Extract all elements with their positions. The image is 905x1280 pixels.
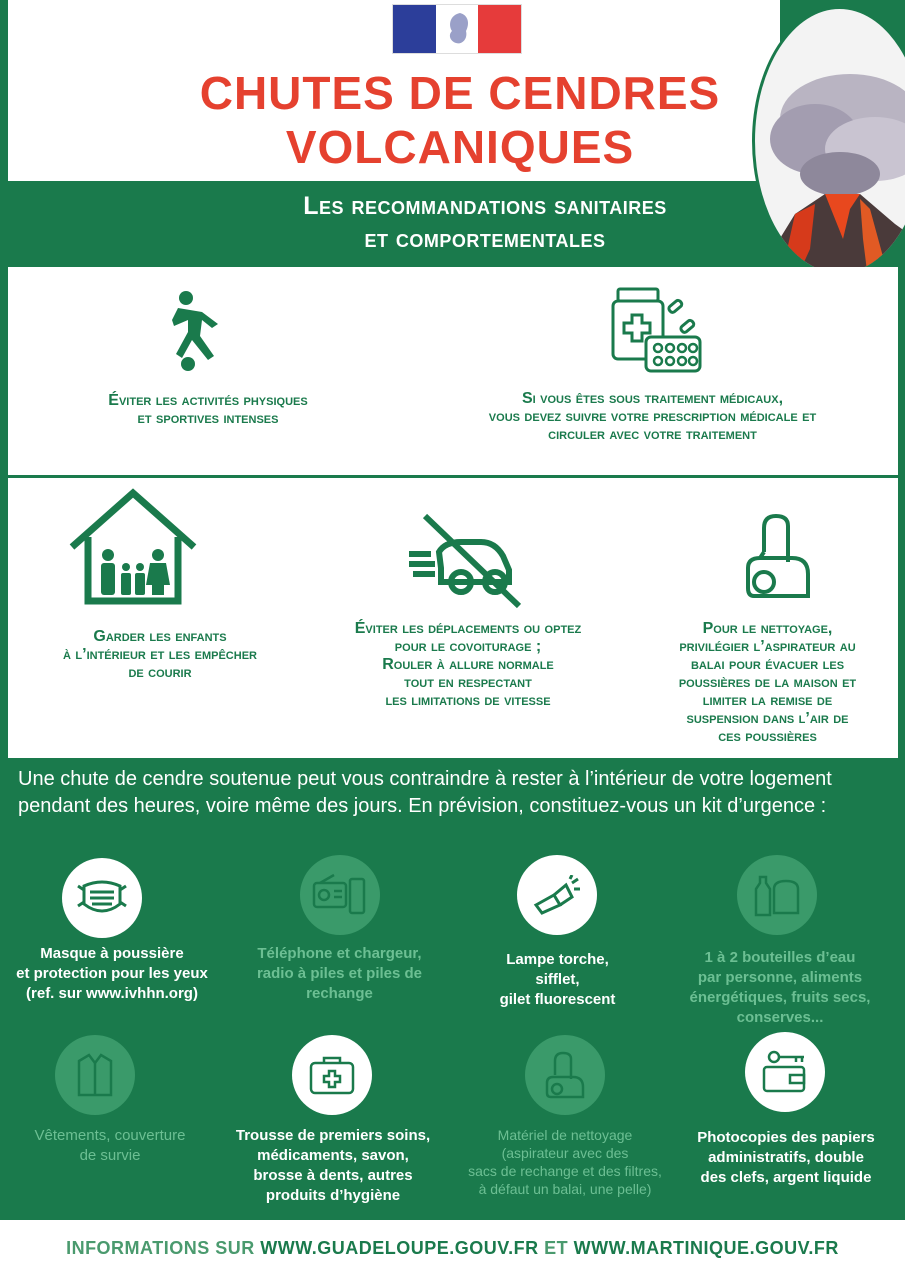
rec-line: poussières de la maison et bbox=[678, 674, 857, 691]
rec-line: Éviter les déplacements ou optez bbox=[354, 620, 582, 637]
kit-line: Photocopies des papiers bbox=[697, 1129, 875, 1146]
medication-icon bbox=[610, 285, 705, 377]
kit-line: produits d’hygiène bbox=[265, 1187, 401, 1204]
kit-clothes-text bbox=[10, 1126, 210, 1166]
kit-phone-circle bbox=[300, 855, 380, 935]
subtitle-line-1: Les recommandations sanitaires bbox=[303, 192, 667, 220]
footer-prefix: INFORMATIONS SUR bbox=[66, 1238, 261, 1258]
kit-line: 1 à 2 bouteilles d’eau bbox=[704, 949, 856, 966]
kit-cleaning-circle bbox=[525, 1035, 605, 1115]
rec-line: balai pour évacuer les bbox=[690, 656, 845, 673]
kit-flashlight-text bbox=[460, 950, 655, 1010]
rec-cleaning-text bbox=[640, 620, 895, 746]
rec-line: suspension dans l’air de bbox=[686, 710, 849, 727]
kit-line: Téléphone et chargeur, bbox=[257, 945, 422, 962]
rec-line: tout en respectant bbox=[404, 674, 532, 691]
rec-line: et sportives intenses bbox=[137, 410, 279, 427]
rec-line: Pour le nettoyage, bbox=[702, 620, 833, 637]
rec-line: les limitations de vitesse bbox=[385, 692, 551, 709]
kit-line: Vêtements, couverture bbox=[34, 1127, 186, 1144]
kit-mask-circle bbox=[62, 858, 142, 938]
no-car-icon bbox=[405, 512, 525, 610]
first-aid-kit-icon bbox=[308, 1055, 356, 1095]
kit-papers-circle bbox=[745, 1032, 825, 1112]
rec-line: privilégier l’aspirateur au bbox=[679, 638, 856, 655]
kit-line: et protection pour les yeux bbox=[16, 965, 208, 982]
wallet-keys-icon bbox=[760, 1049, 810, 1095]
footer-and: ET bbox=[538, 1238, 574, 1258]
rec-line: Garder les enfants bbox=[93, 628, 227, 645]
kit-line: des clefs, argent liquide bbox=[700, 1169, 872, 1186]
kit-line: brosse à dents, autres bbox=[253, 1167, 413, 1184]
kit-line: rechange bbox=[306, 985, 373, 1002]
vacuum-icon bbox=[543, 1051, 587, 1099]
kit-line: sifflet, bbox=[535, 971, 580, 988]
kit-line: conserves... bbox=[736, 1009, 824, 1026]
kit-papers-text bbox=[680, 1128, 892, 1188]
kit-line: énergétiques, fruits secs, bbox=[689, 989, 871, 1006]
phone-radio-icon bbox=[312, 873, 368, 917]
rec-line: circuler avec votre traitement bbox=[548, 426, 757, 443]
vacuum-cleaner-icon bbox=[742, 512, 817, 602]
rec-line: de courir bbox=[128, 664, 192, 681]
kit-water-text bbox=[675, 948, 885, 1028]
kit-line: médicaments, savon, bbox=[257, 1147, 409, 1164]
kit-firstaid-circle bbox=[292, 1035, 372, 1115]
kit-intro-text: Une chute de cendre soutenue peut vous contraindre à rester à l’intérieur de votre logement pendant des heures, voire même des jours. En prévision, constituez-vous un kit d’urgence : bbox=[18, 768, 832, 817]
page-title-line-1: CHUTES DE CENDRES bbox=[199, 67, 721, 119]
kit-line: à défaut un balai, une pelle) bbox=[478, 1181, 652, 1197]
mask-icon bbox=[76, 878, 128, 918]
rec-line: Si vous êtes sous traitement médicaux, bbox=[521, 390, 784, 407]
kit-line: par personne, aliments bbox=[697, 969, 863, 986]
rec-line: ces poussières bbox=[718, 728, 817, 745]
kit-line: Trousse de premiers soins, bbox=[235, 1127, 431, 1144]
rec-children-text bbox=[30, 628, 290, 682]
kit-line: gilet fluorescent bbox=[499, 991, 616, 1008]
kit-line: radio à piles et piles de bbox=[256, 965, 423, 982]
footer-link-guadeloupe[interactable]: WWW.GUADELOUPE.GOUV.FR bbox=[260, 1238, 539, 1258]
kit-flashlight-circle bbox=[517, 855, 597, 935]
water-food-icon bbox=[752, 873, 802, 917]
page-title-line-2: VOLCANIQUES bbox=[285, 121, 635, 173]
footer-link-martinique[interactable]: WWW.MARTINIQUE.GOUV.FR bbox=[573, 1238, 839, 1258]
kit-line: Matériel de nettoyage bbox=[497, 1127, 633, 1143]
rec-line: pour le covoiturage ; bbox=[394, 638, 542, 655]
rec-line: Rouler à allure normale bbox=[382, 656, 554, 673]
rec-line: limiter la remise de bbox=[702, 692, 833, 709]
kit-line: de survie bbox=[79, 1147, 141, 1164]
kit-line: Masque à poussière bbox=[40, 945, 184, 962]
family-house-icon bbox=[68, 487, 198, 607]
kit-firstaid-text bbox=[222, 1126, 444, 1206]
marianne-icon bbox=[440, 9, 474, 49]
page-subtitle bbox=[190, 190, 780, 256]
rec-line: vous devez suivre votre prescription médicale et bbox=[488, 408, 817, 425]
kit-cleaning-text bbox=[440, 1126, 690, 1198]
kit-phone-text bbox=[232, 944, 447, 1004]
republic-flag-logo bbox=[392, 4, 522, 54]
soccer-player-icon bbox=[168, 290, 232, 372]
rec-line: Éviter les activités physiques bbox=[108, 392, 308, 409]
kit-line: sacs de rechange et des filtres, bbox=[468, 1163, 662, 1179]
kit-mask-text bbox=[2, 944, 222, 1004]
subtitle-line-2: et comportementales bbox=[364, 225, 606, 253]
rec-travel-text bbox=[308, 620, 628, 710]
kit-line: administratifs, double bbox=[708, 1149, 864, 1166]
footer-info bbox=[0, 1238, 905, 1259]
flashlight-icon bbox=[532, 875, 582, 915]
kit-water-circle bbox=[737, 855, 817, 935]
kit-line: Lampe torche, bbox=[506, 951, 609, 968]
rec-line: à l’intérieur et les empêcher bbox=[63, 646, 257, 663]
rec-activity-text bbox=[48, 392, 368, 428]
rec-medication-text bbox=[420, 390, 885, 444]
kit-line: (aspirateur avec des bbox=[501, 1145, 629, 1161]
shirt-icon bbox=[75, 1053, 115, 1097]
kit-clothes-circle bbox=[55, 1035, 135, 1115]
kit-line: (ref. sur www.ivhhn.org) bbox=[26, 985, 198, 1002]
